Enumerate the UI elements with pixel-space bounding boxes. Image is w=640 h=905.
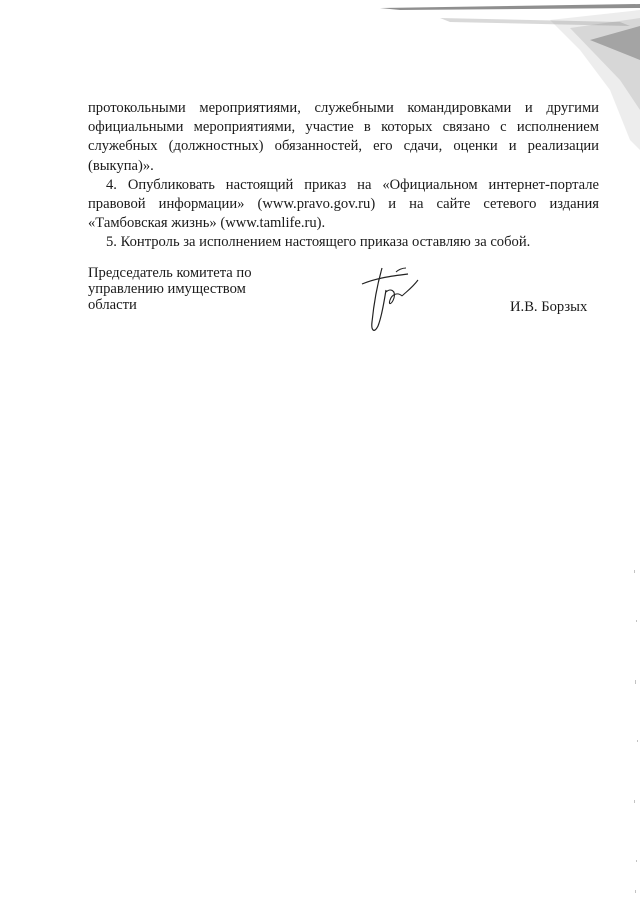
signer-position-line: управлению имуществом — [88, 281, 246, 297]
signer-position-line: области — [88, 297, 137, 313]
paragraph-item-5: 5. Контроль за исполнением настоящего приказа оставляю за собой. — [106, 234, 531, 251]
handwritten-signature — [352, 262, 432, 342]
document-body — [88, 99, 599, 253]
paragraph-item-4: 4. Опубликовать настоящий приказ на «Официальном интернет-портале правовой информации» (www.pravo.gov.ru) и на сайте сетевого издания «Тамбовская жизнь» (www.tamlife.ru). — [88, 176, 599, 232]
signer-position-line: Председатель комитета по — [88, 265, 252, 281]
scan-artifact-edge — [626, 560, 640, 905]
paragraph-continuation: протокольными мероприятиями, служебными командировками и другими официальными мероприятиями, участие в которых связано с исполнением служебных (должностных) обязанностей, его сдачи, оценки и реализации (выкупа)». — [88, 100, 599, 174]
signer-name: И.В. Борзых — [510, 299, 588, 315]
signer-position — [88, 265, 298, 313]
